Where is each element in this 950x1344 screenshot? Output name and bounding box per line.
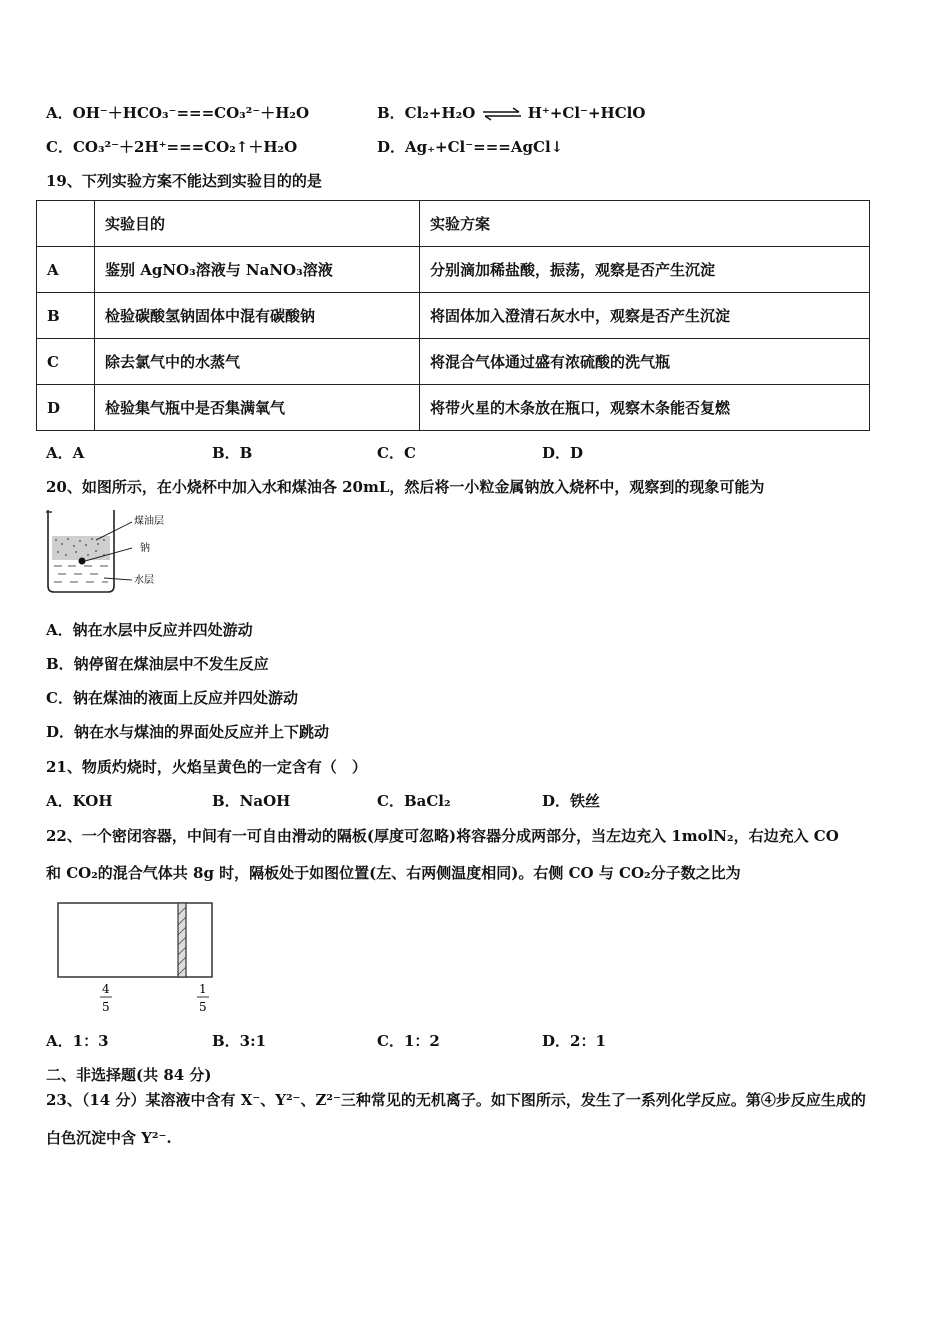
- table-cell-plan: 将固体加入澄清石灰水中，观察是否产生沉淀: [420, 293, 870, 339]
- table-cell-plan: 分别滴加稀盐酸，振荡，观察是否产生沉淀: [420, 247, 870, 293]
- section-two-heading: 二、非选择题(共 84 分): [46, 1066, 212, 1084]
- q22-stem-line2: 和 CO₂的混合气体共 8g 时，隔板处于如图位置(左、右两侧温度相同)。右侧 CO 与 CO₂分子数之比为: [46, 864, 741, 882]
- q20-option-c: C．钠在煤油的液面上反应并四处游动: [46, 689, 298, 707]
- equilibrium-arrow-icon: [481, 107, 523, 121]
- table-cell-goal: 鉴别 AgNO₃溶液与 NaNO₃溶液: [95, 247, 420, 293]
- q19-stem: 19、下列实验方案不能达到实验目的的是: [46, 172, 322, 190]
- q23-line2: 白色沉淀中含 Y²⁻.: [46, 1129, 172, 1147]
- q23-line1: 23、（14 分）某溶液中含有 X⁻、Y²⁻、Z²⁻三种常见的无机离子。如下图所示，发生了一系列化学反应。第④步反应生成的: [46, 1091, 866, 1109]
- table-header-cell: 实验方案: [420, 201, 870, 247]
- fraction-left-denominator: 5: [102, 1000, 110, 1014]
- table-cell-key: A: [37, 247, 95, 293]
- table-cell-key: D: [37, 385, 95, 431]
- q22-stem-line1: 22、一个密闭容器，中间有一可自由滑动的隔板(厚度可忽略)将容器分成两部分，当左边充入 1molN₂，右边充入 CO: [46, 827, 839, 845]
- q21-option-c: C．BaCl₂: [377, 792, 451, 810]
- table-cell-plan: 将混合气体通过盛有浓硫酸的洗气瓶: [420, 339, 870, 385]
- q21-option-a: A．KOH: [46, 792, 113, 810]
- q21-stem: 21、物质灼烧时，火焰呈黄色的一定含有（ ）: [46, 758, 367, 776]
- q18-option-b: [377, 103, 645, 123]
- label-sodium: 钠: [140, 543, 150, 554]
- table-cell-goal: 检验集气瓶中是否集满氧气: [95, 385, 420, 431]
- q19-option-c: C．C: [377, 444, 416, 462]
- q22-option-b: B．3:1: [212, 1032, 267, 1050]
- q18-option-a: A．OH⁻＋HCO₃⁻===CO₃²⁻＋H₂O: [46, 104, 310, 122]
- q18-option-d: D．Ag₊+Cl⁻===AgCl↓: [377, 138, 564, 156]
- beaker-figure: [44, 508, 184, 596]
- label-water-layer: 水层: [134, 575, 154, 586]
- q20-stem: 20、如图所示，在小烧杯中加入水和煤油各 20mL，然后将一小粒金属钠放入烧杯中，观察到的现象可能为: [46, 478, 765, 496]
- table-cell-goal: 检验碳酸氢钠固体中混有碳酸钠: [95, 293, 420, 339]
- q22-option-c: C．1：2: [377, 1032, 440, 1050]
- fraction-left-numerator: 4: [102, 982, 110, 996]
- q22-option-d: D．2：1: [542, 1032, 606, 1050]
- q18-option-c: C．CO₃²⁻＋2H⁺===CO₂↑＋H₂O: [46, 138, 298, 156]
- table-header-cell: 实验目的: [95, 201, 420, 247]
- table-cell-key: B: [37, 293, 95, 339]
- q18-option-b-left: B．Cl₂+H₂O: [377, 104, 476, 122]
- q18-option-b-right: H⁺+Cl⁻+HClO: [527, 104, 646, 122]
- q22-option-a: A．1：3: [46, 1032, 109, 1050]
- label-kerosene-layer: 煤油层: [134, 516, 164, 527]
- table-row: [37, 293, 870, 339]
- q19-table: [36, 200, 870, 431]
- table-cell-goal: 除去氯气中的水蒸气: [95, 339, 420, 385]
- table-header-row: [37, 201, 870, 247]
- table-row: [37, 385, 870, 431]
- fraction-right-numerator: 1: [199, 982, 207, 996]
- q19-option-a: A．A: [46, 444, 85, 462]
- fraction-right-denominator: 5: [199, 1000, 207, 1014]
- q19-option-b: B．B: [212, 444, 253, 462]
- container-figure: [52, 895, 222, 1017]
- table-header-cell: [37, 201, 95, 247]
- q21-option-d: D．铁丝: [542, 792, 601, 810]
- table-cell-plan: 将带火星的木条放在瓶口，观察木条能否复燃: [420, 385, 870, 431]
- q19-option-d: D．D: [542, 444, 584, 462]
- table-cell-key: C: [37, 339, 95, 385]
- table-row: [37, 247, 870, 293]
- q20-option-a: A．钠在水层中反应并四处游动: [46, 621, 253, 639]
- q20-option-d: D．钠在水与煤油的界面处反应并上下跳动: [46, 723, 330, 741]
- q21-option-b: B．NaOH: [212, 792, 291, 810]
- table-row: [37, 339, 870, 385]
- q20-option-b: B．钠停留在煤油层中不发生反应: [46, 655, 269, 673]
